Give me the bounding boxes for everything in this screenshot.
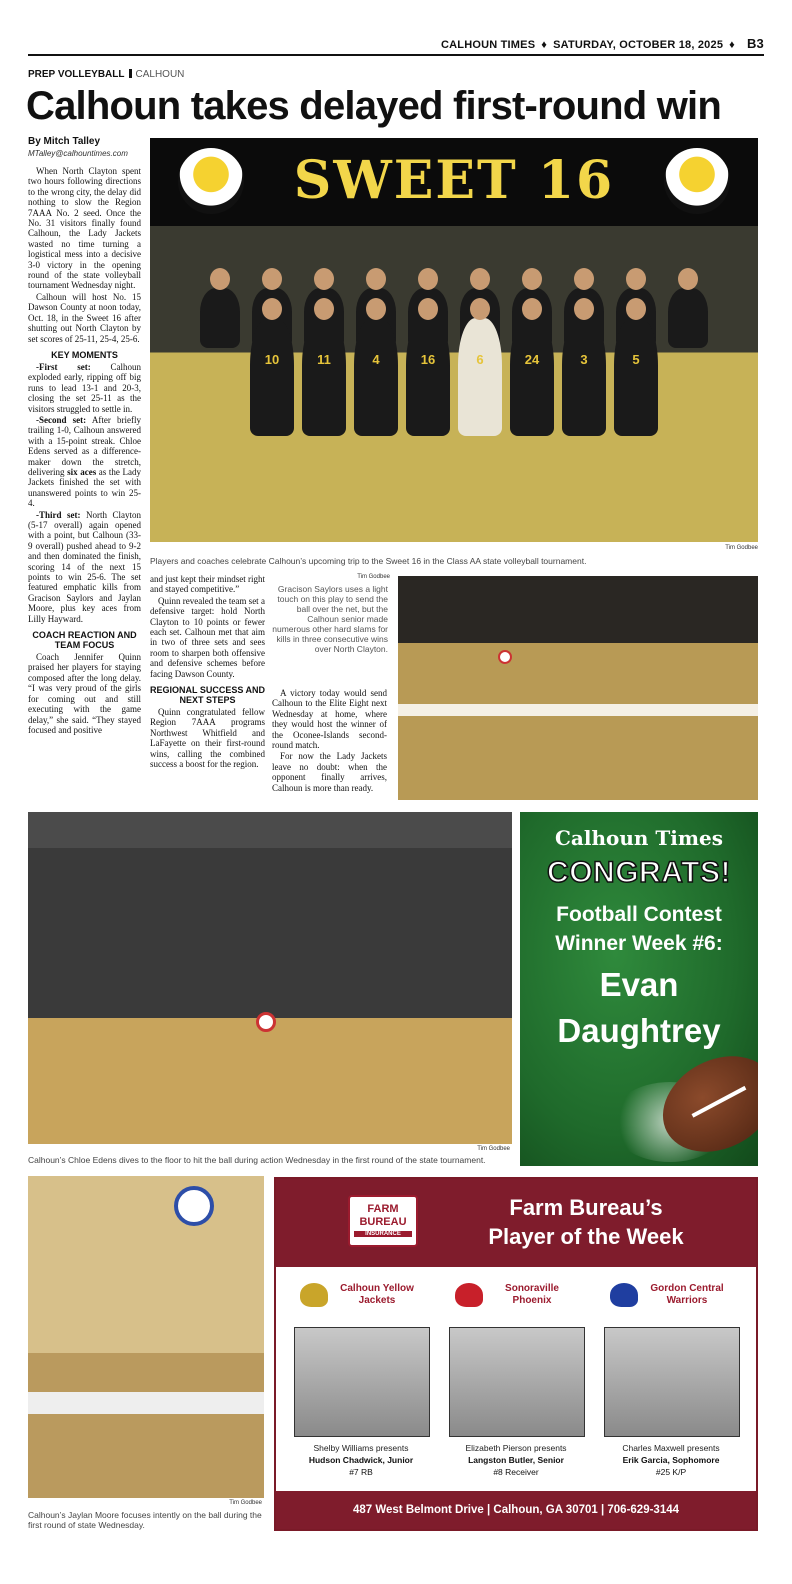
photo-caption-net: Gracison Saylors uses a light touch on this play to send the ball over the net, but the Calhoun senior made numerous other hard slams for kills in three consecutive wins over North Clayton. (272, 584, 388, 654)
team-name: Gordon Central Warriors (650, 1283, 724, 1306)
set-text: Calhoun exploded early, ripping off big runs to lead 13-1 and 20-3, closing the set 25-11 as the visitors struggled to settle in. (28, 361, 142, 414)
article-paragraph: A victory today would send Calhoun to the Elite Eight next Wednesday at home, where they would host the winner of the Oconee-Islands second-round match. (272, 688, 387, 751)
player-head (626, 298, 646, 320)
subhead-coach: COACH REACTION AND TEAM FOCUS (32, 630, 137, 651)
article-paragraph: Quinn congratulated fellow Region 7AAA programs Northwest Whitfield and LaFayette on their first-round wins, calling the combined success a boost for the region. (150, 707, 265, 770)
ad-winner (520, 962, 758, 1054)
volleyball-icon (498, 650, 512, 664)
separator-icon: ♦ (729, 39, 735, 51)
subhead-key-moments: KEY MOMENTS (51, 349, 118, 360)
player-figure (354, 318, 398, 436)
helmet-icon (610, 1283, 638, 1307)
sponsor-banners (28, 812, 512, 848)
player-figure (458, 318, 502, 436)
player-figure (250, 318, 294, 436)
separator-icon: ♦ (541, 39, 548, 51)
article-column-3 (272, 688, 387, 794)
player-figure (302, 318, 346, 436)
set-label: -Third set: (36, 509, 81, 520)
kicker-bar (129, 69, 132, 78)
player-head (314, 298, 334, 320)
team-photo[interactable] (150, 138, 758, 542)
helmet-icon (300, 1283, 328, 1307)
photo-caption-dig: Calhoun’s Chloe Edens dives to the floor to hit the ball during action Wednesday in the first round of the state tournament. (28, 1155, 486, 1165)
set-text: North Clayton (5-17 overall) again opened with a point, but Calhoun (33-9 overall) pushed ahead to 9-2 and then dominated the finish, scoring 14 of the next 15 points to win 25-6. The set featured emphatic kills from Gracison Saylors and Jaylan Moore, plus key aces from Lilly Hayward. (28, 509, 141, 624)
ad-brand: Calhoun Times (554, 826, 724, 850)
article-column-1 (28, 166, 141, 736)
spike-photo[interactable] (28, 1176, 264, 1498)
player-head (522, 298, 542, 320)
farm-bureau-ad[interactable] (274, 1177, 758, 1531)
team-card (441, 1283, 591, 1477)
set-label: -Second set: (36, 414, 87, 425)
article-column-2 (150, 574, 265, 771)
player-position: #8 Receiver (493, 1467, 539, 1477)
player-head (626, 268, 646, 290)
farm-ad-title (426, 1193, 746, 1251)
player-figure-back (668, 288, 708, 348)
ad-line: Winner Week #6: (555, 932, 723, 955)
presenter: Shelby Williams presents (313, 1443, 409, 1453)
article-paragraph: For now the Lady Jackets leave no doubt: when the opponent finally arrives, Calhoun is more than ready. (272, 751, 387, 793)
headline: Calhoun takes delayed first-round win (26, 84, 721, 128)
player-figure (406, 318, 450, 436)
congrats-ad[interactable] (520, 812, 758, 1166)
player-head (366, 268, 386, 290)
jersey-number: 6 (476, 352, 484, 367)
issue-date: SATURDAY, OCTOBER 18, 2025 (553, 39, 724, 51)
title-line: Player of the Week (488, 1224, 684, 1249)
player-head (262, 268, 282, 290)
player-head (678, 268, 698, 290)
article-paragraph (28, 415, 141, 509)
banner-text: SWEET 16 (293, 150, 615, 211)
net-play-photo[interactable] (398, 576, 758, 800)
set-text: After briefly trailing 1-0, Calhoun answered with a 15-point streak. Chloe Edens served as a difference-maker down the stretch, delivering (28, 414, 141, 477)
player-photo (294, 1327, 430, 1437)
jersey-number: 11 (317, 352, 331, 367)
player-name: Langston Butler, Senior (468, 1455, 564, 1465)
photo-credit: Tim Godbee (357, 574, 390, 580)
presenter: Elizabeth Pierson presents (465, 1443, 567, 1453)
sweet16-banner (150, 138, 758, 226)
kicker (28, 69, 184, 80)
farm-bureau-logo (348, 1195, 418, 1247)
team-name: Calhoun Yellow Jackets (340, 1283, 414, 1306)
byline: By Mitch Talley (28, 136, 101, 147)
subhead-regional: REGIONAL SUCCESS AND NEXT STEPS (150, 685, 266, 706)
player-head (418, 268, 438, 290)
team-card (286, 1283, 436, 1477)
player-photo (449, 1327, 585, 1437)
page-number: B3 (746, 36, 764, 51)
header-rule (28, 54, 764, 56)
player-head (574, 298, 594, 320)
player-figure (562, 318, 606, 436)
player-head (574, 268, 594, 290)
logo-line: FARM (367, 1203, 399, 1215)
jersey-number: 3 (580, 352, 588, 367)
player-figure (614, 318, 658, 436)
volleyball-icon (174, 1186, 214, 1226)
farm-ad-footer: 487 West Belmont Drive | Calhoun, GA 30701 | 706-629-3144 (276, 1491, 756, 1529)
player-head (418, 298, 438, 320)
masthead (28, 36, 764, 56)
photo-credit: Tim Godbee (229, 1500, 262, 1506)
jersey-number: 5 (632, 352, 640, 367)
player-head (366, 298, 386, 320)
team-name: Sonoraville Phoenix (505, 1283, 559, 1306)
player-head (262, 298, 282, 320)
photo-credit: Tim Godbee (725, 545, 758, 551)
player-head (470, 268, 490, 290)
winner-last-name: Daughtrey (557, 1012, 721, 1049)
ad-line: Football Contest (556, 903, 722, 926)
gym-floor (150, 226, 758, 542)
photo-credit: Tim Godbee (477, 1146, 510, 1152)
photo-caption-spike: Calhoun’s Jaylan Moore focuses intently on the ball during the first round of state Wednesday. (28, 1510, 262, 1530)
winner-first-name: Evan (599, 966, 679, 1003)
article-paragraph (28, 510, 141, 624)
player-head (210, 268, 230, 290)
player-head (314, 268, 334, 290)
logo-line: INSURANCE (354, 1231, 412, 1237)
article-paragraph (28, 362, 141, 414)
kicker-sub: CALHOUN (135, 69, 185, 80)
farm-ad-header (276, 1179, 756, 1267)
player-name: Hudson Chadwick, Junior (308, 1455, 414, 1465)
jersey-number: 4 (372, 352, 380, 367)
helmet-icon (455, 1283, 483, 1307)
team-card (596, 1283, 746, 1477)
yellow-jacket-mascot-icon (664, 148, 730, 214)
player-head (470, 298, 490, 320)
player-position: #25 K/P (655, 1467, 687, 1477)
jersey-number: 24 (524, 352, 540, 367)
volleyball-net (398, 704, 758, 716)
title-line: Farm Bureau’s (509, 1195, 663, 1220)
player-figure (510, 318, 554, 436)
set-text: as the Lady Jackets finished the set with unanswered points to win 25-4. (28, 466, 141, 509)
jersey-number: 16 (420, 352, 436, 367)
article-paragraph: Quinn revealed the team set a defensive target: hold North Clayton to 10 points or fewer each set. Calhoun met that aim in two of three sets and sees room to sharpen both offensive and defensive schemes before facing Dawson County. (150, 595, 265, 679)
dive-photo[interactable] (28, 812, 512, 1144)
volleyball-icon (256, 1012, 276, 1032)
kicker-section: PREP VOLLEYBALL (28, 69, 125, 80)
article-paragraph: Calhoun will host No. 15 Dawson County at noon today, Oct. 18, in the Sweet 16 after shutting out North Clayton by set scores of 25-11, 25-4, 25-6. (28, 291, 141, 344)
player-photo (604, 1327, 740, 1437)
article-paragraph: Coach Jennifer Quinn praised her players for staying composed after the long delay. “I was very proud of the girls for coming out and still executing with the game delay,” she said. “They stayed focused and positive (28, 652, 141, 735)
article-paragraph: and just kept their mindset right and stayed competitive.” (150, 574, 265, 595)
ad-title: CONGRATS! (547, 856, 731, 889)
player-name: Erik Garcia, Sophomore (622, 1455, 720, 1465)
volleyball-net (28, 1392, 264, 1414)
author-email[interactable]: MTalley@calhountimes.com (28, 149, 128, 158)
set-label: -First set: (36, 361, 91, 372)
bold-text: six aces (67, 466, 97, 477)
logo-line: BUREAU (359, 1216, 407, 1228)
ad-contest-text (520, 900, 758, 958)
paper-name: CALHOUN TIMES (440, 39, 536, 51)
jersey-number: 10 (264, 352, 280, 367)
photo-caption-main: Players and coaches celebrate Calhoun’s upcoming trip to the Sweet 16 in the Class AA state volleyball tournament. (150, 556, 587, 566)
article-paragraph: When North Clayton spent two hours following directions to the wrong city, the delay did nothing to slow the Region 7AAA No. 2 seed. Once the No. 31 visitors finally found Calhoun, the Lady Jackets wasted no time turning a logistical mess into a decisive 3-0 victory in the opening round of the state volleyball tournament Wednesday night. (28, 166, 141, 291)
player-figure-back (200, 288, 240, 348)
player-head (522, 268, 542, 290)
presenter: Charles Maxwell presents (622, 1443, 720, 1453)
player-position: #7 RB (349, 1467, 373, 1477)
